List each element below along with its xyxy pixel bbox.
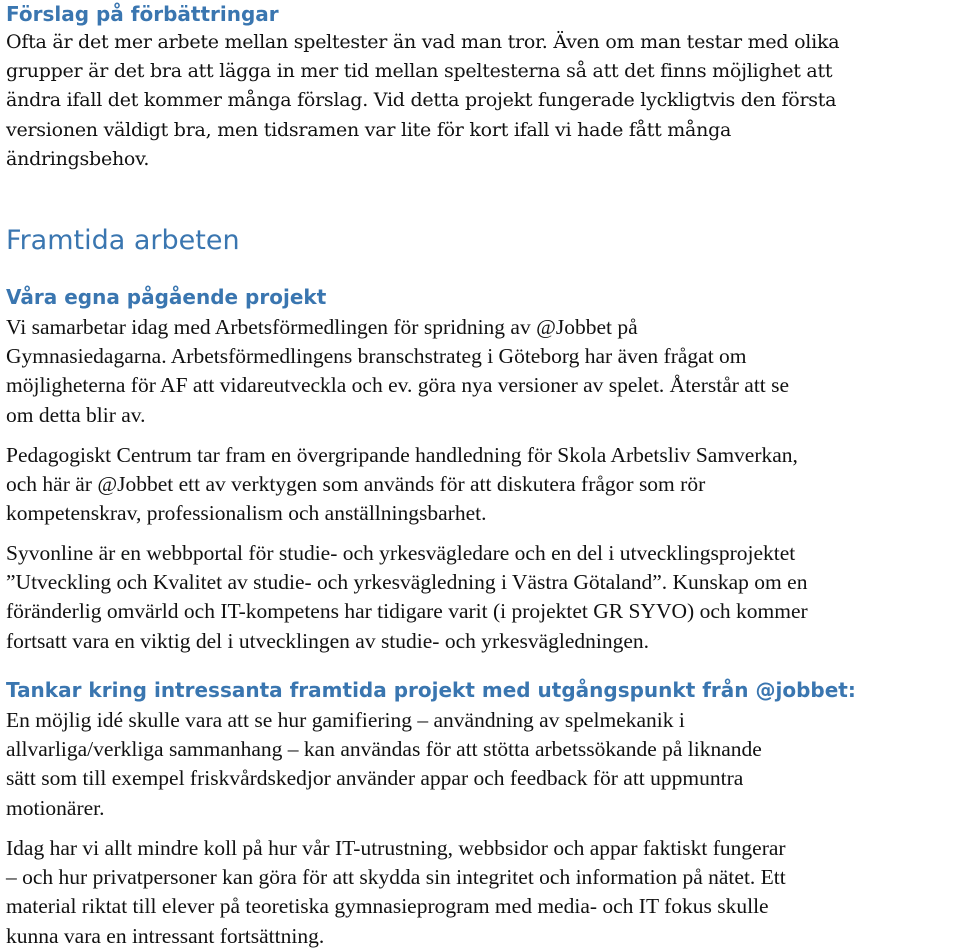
text-line: fortsatt vara en viktig del i utvecklingen av studie- och yrkesvägledningen.: [6, 628, 650, 653]
text-line: möjligheterna för AF att vidareutveckla och ev. göra nya versioner av spelet. Återstår att se: [6, 373, 790, 398]
text-line: Idag har vi allt mindre koll på hur vår IT-utrustning, webbsidor och appar faktiskt fungerar: [6, 836, 786, 860]
text-line: En möjlig idé skulle vara att se hur gamifiering – användning av spelmekanik i: [6, 708, 685, 732]
paragraph-forslag: [6, 28, 954, 174]
text-line: allvarliga/verkliga sammanhang – kan användas för att stötta arbetssökande på liknande: [6, 737, 762, 762]
text-line: kunna vara en intressant fortsättning.: [6, 923, 325, 948]
paragraph-arbetsformedlingen: [6, 313, 954, 430]
heading-forslag: Förslag på förbättringar: [6, 2, 279, 26]
text-line: Syvonline är en webbportal för studie- och yrkesvägledare och en del i utvecklingsprojektet: [6, 541, 796, 565]
text-line: – och hur privatpersoner kan göra för att skydda sin integritet och information på nätet. Ett: [6, 865, 786, 890]
text-line: sätt som till exempel friskvårdskedjor använder appar och feedback för att uppmuntra: [6, 766, 744, 791]
text-line: Gymnasiedagarna. Arbetsförmedlingens branschstrateg i Göteborg har även frågat om: [6, 344, 747, 369]
paragraph-syvonline: [6, 539, 954, 656]
text-line: ”Utveckling och Kvalitet av studie- och yrkesvägledning i Västra Götaland”. Kunskap om en: [6, 570, 808, 595]
paragraph-gamifiering: [6, 706, 954, 823]
text-line: och här är @Jobbet ett av verktygen som används för att diskutera frågor som rör: [6, 472, 706, 497]
text-line: föränderlig omvärld och IT-kompetens har tidigare varit (i projektet GR SYVO) och kommer: [6, 599, 808, 624]
subheading-pagaende-projekt: Våra egna pågående projekt: [6, 285, 327, 309]
text-line: om detta blir av.: [6, 402, 146, 427]
text-line: ändringsbehov.: [6, 147, 150, 170]
text-line: Pedagogiskt Centrum tar fram en övergripande handledning för Skola Arbetsliv Samverkan,: [6, 443, 798, 467]
paragraph-pedagogiskt-centrum: [6, 441, 954, 529]
text-line: Vi samarbetar idag med Arbetsförmedlingen för spridning av @Jobbet på: [6, 315, 638, 339]
text-line: ändra ifall det kommer många förslag. Vid detta projekt fungerade lyckligtvis den första: [6, 89, 837, 112]
text-line: grupper är det bra att lägga in mer tid mellan speltesterna så att det finns möjlighet att: [6, 60, 833, 83]
text-line: material riktat till elever på teoretiska gymnasieprogram med media- och IT fokus skulle: [6, 894, 769, 919]
text-line: Ofta är det mer arbete mellan speltester än vad man tror. Även om man testar med olika: [6, 31, 840, 53]
paragraph-it-utrustning: [6, 834, 954, 951]
heading-framtida-arbeten: Framtida arbeten: [6, 225, 240, 256]
text-line: versionen väldigt bra, men tidsramen var lite för kort ifall vi hade fått många: [6, 118, 732, 141]
text-line: motionärer.: [6, 795, 105, 820]
heading-tankar-framtida-projekt: Tankar kring intressanta framtida projekt med utgångspunkt från @jobbet:: [6, 678, 856, 702]
text-line: kompetenskrav, professionalism och anställningsbarhet.: [6, 501, 487, 526]
